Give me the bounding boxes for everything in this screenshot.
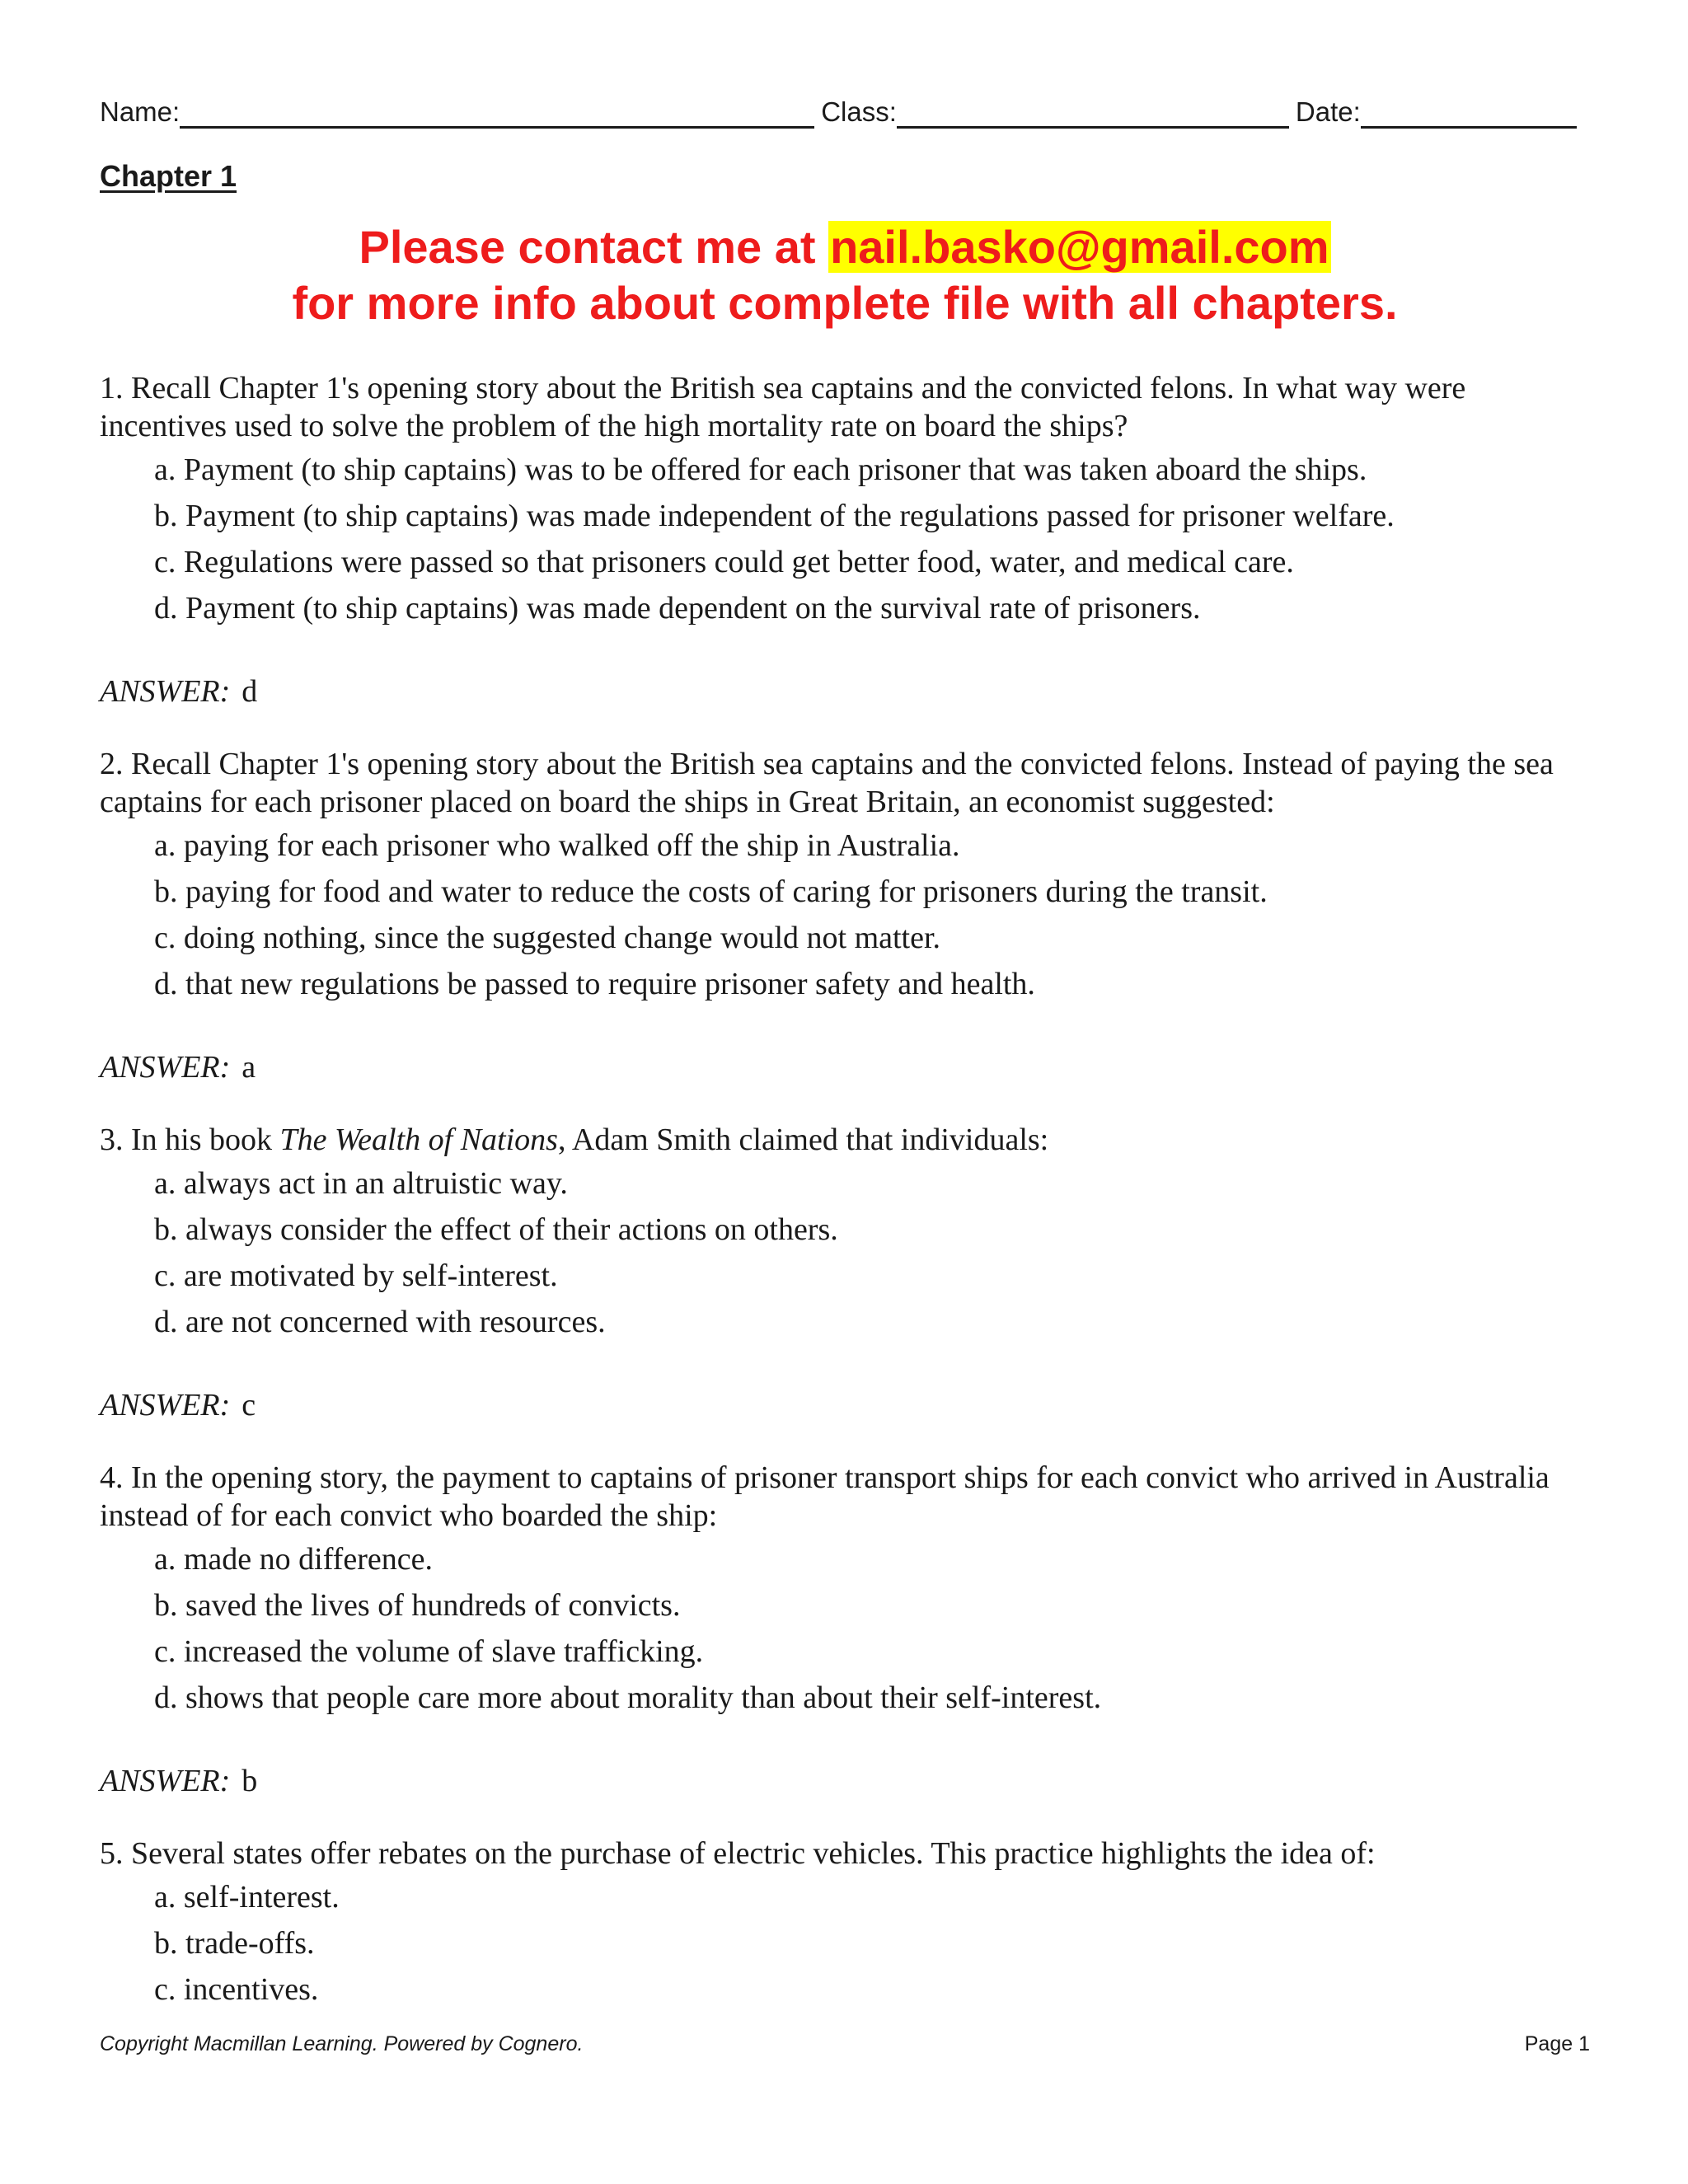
copyright-text: Copyright Macmillan Learning. Powered by Cognero. xyxy=(100,2032,584,2055)
answer-label: ANSWER: xyxy=(100,1050,231,1085)
option-list xyxy=(100,823,1590,1007)
answer-label: ANSWER: xyxy=(100,1388,231,1422)
answer-value: c xyxy=(241,1388,256,1422)
book-title: The Wealth of Nations xyxy=(279,1122,558,1157)
answer-line xyxy=(100,673,1590,710)
promo-email[interactable]: nail.basko@gmail.com xyxy=(830,221,1329,273)
option-b: b. trade-offs. xyxy=(154,1926,315,1961)
question-list xyxy=(100,369,1590,2013)
option-a: a. made no difference. xyxy=(154,1542,433,1577)
question-5 xyxy=(100,1835,1590,2013)
stem-prefix: 3. In his book xyxy=(100,1122,280,1157)
option-c: c. incentives. xyxy=(154,1972,319,2007)
option-b: b. Payment (to ship captains) was made independent of the regulations passed for prisoner welfare. xyxy=(154,499,1395,533)
answer-label: ANSWER: xyxy=(100,674,231,709)
chapter-title: Chapter 1 xyxy=(100,159,237,193)
question-2 xyxy=(100,745,1590,1086)
option-b: b. paying for food and water to reduce the costs of caring for prisoners during the transit. xyxy=(154,874,1268,909)
answer-label: ANSWER: xyxy=(100,1764,231,1798)
option-list xyxy=(100,447,1590,631)
promo-line-1 xyxy=(100,219,1590,275)
student-info-header xyxy=(100,96,1590,129)
answer-line xyxy=(100,1762,1590,1800)
option-c: c. doing nothing, since the suggested change would not matter. xyxy=(154,921,941,955)
option-d: d. shows that people care more about morality than about their self-interest. xyxy=(154,1680,1102,1715)
class-label: Class: xyxy=(821,96,897,127)
option-d: d. Payment (to ship captains) was made dependent on the survival rate of prisoners. xyxy=(154,591,1201,626)
date-label: Date: xyxy=(1295,96,1361,127)
promo-banner xyxy=(100,219,1590,331)
option-c: c. are motivated by self-interest. xyxy=(154,1258,558,1293)
document-page xyxy=(100,0,1590,2184)
question-stem: 5. Several states offer rebates on the purchase of electric vehicles. This practice highlights the idea of: xyxy=(100,1836,1376,1871)
stem-suffix: , Adam Smith claimed that individuals: xyxy=(557,1122,1049,1157)
question-stem: 2. Recall Chapter 1's opening story about the British sea captains and the convicted felons. Instead of paying the sea captains for each prisoner placed on board the ships in Great Britain, an economist suggested: xyxy=(100,747,1554,819)
option-a: a. self-interest. xyxy=(154,1880,340,1915)
option-c: c. increased the volume of slave trafficking. xyxy=(154,1634,704,1669)
answer-value: b xyxy=(241,1764,258,1798)
option-a: a. always act in an altruistic way. xyxy=(154,1166,568,1201)
question-1 xyxy=(100,369,1590,710)
answer-value: a xyxy=(241,1050,256,1085)
question-3 xyxy=(100,1121,1590,1424)
answer-line xyxy=(100,1048,1590,1086)
question-stem xyxy=(100,1121,1590,1159)
promo-line-2: for more info about complete file with all chapters. xyxy=(292,277,1398,329)
option-a: a. Payment (to ship captains) was to be offered for each prisoner that was taken aboard the ships. xyxy=(154,452,1367,487)
option-list xyxy=(100,1874,1590,2013)
option-list xyxy=(100,1160,1590,1345)
option-c: c. Regulations were passed so that prisoners could get better food, water, and medical care. xyxy=(154,545,1294,579)
answer-line xyxy=(100,1386,1590,1424)
name-blank xyxy=(180,101,814,129)
promo-prefix: Please contact me at xyxy=(359,221,829,273)
option-a: a. paying for each prisoner who walked off the ship in Australia. xyxy=(154,828,960,863)
name-label: Name: xyxy=(100,96,181,127)
page-footer xyxy=(100,2032,1590,2056)
option-b: b. always consider the effect of their actions on others. xyxy=(154,1212,838,1247)
question-stem: 4. In the opening story, the payment to captains of prisoner transport ships for each convict who arrived in Australia instead of for each convict who boarded the ship: xyxy=(100,1460,1550,1533)
option-list xyxy=(100,1536,1590,1721)
question-stem: 1. Recall Chapter 1's opening story about the British sea captains and the convicted felons. In what way were incentives used to solve the problem of the high mortality rate on board the ships? xyxy=(100,371,1466,443)
page-number: Page 1 xyxy=(1524,2032,1590,2055)
option-b: b. saved the lives of hundreds of convicts. xyxy=(154,1588,681,1623)
question-4 xyxy=(100,1459,1590,1800)
option-d: d. that new regulations be passed to require prisoner safety and health. xyxy=(154,967,1035,1001)
class-blank xyxy=(897,101,1289,129)
answer-value: d xyxy=(241,674,258,709)
option-d: d. are not concerned with resources. xyxy=(154,1305,606,1339)
date-blank xyxy=(1361,101,1577,129)
